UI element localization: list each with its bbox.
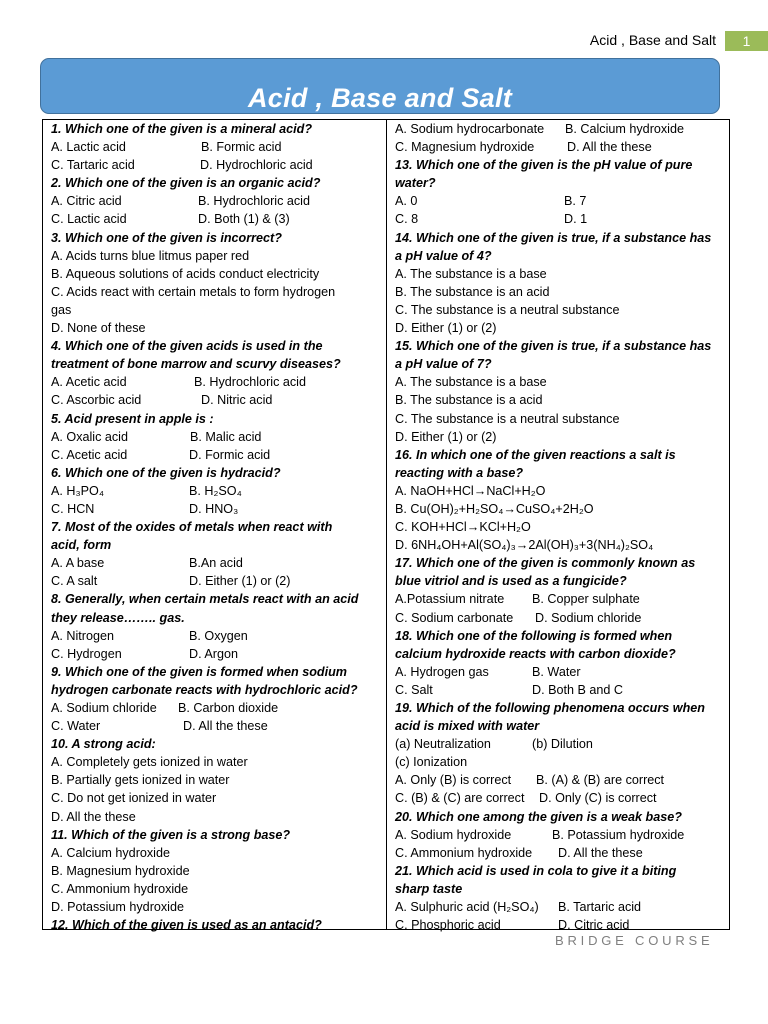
answer-option: A. Sodium hydroxide <box>395 827 512 842</box>
answer-option-row <box>51 210 381 228</box>
question-text: 16. In which one of the given reactions a salt is <box>395 447 676 462</box>
question-text: calcium hydroxide reacts with carbon dioxide? <box>395 646 676 661</box>
question-text: 11. Which of the given is a strong base? <box>51 827 291 842</box>
answer-option: A. Lactic acid <box>51 140 126 155</box>
question-text: 17. Which one of the given is commonly known as <box>395 556 696 571</box>
answer-option: C. Hydrogen <box>51 646 122 661</box>
question-text: 21. Which acid is used in cola to give it a biting <box>395 863 677 878</box>
answer-option: D. Sodium chloride <box>535 610 642 625</box>
answer-option: B. Carbon dioxide <box>178 701 279 715</box>
question-text: 13. Which one of the given is the pH value of pure <box>395 158 693 173</box>
answer-option: A.Potassium nitrate <box>395 592 505 607</box>
answer-option: A. Acetic acid <box>51 375 127 390</box>
question-text: 9. Which one of the given is formed when sodium <box>51 664 347 679</box>
answer-option: D. Nitric acid <box>201 393 273 408</box>
answer-option: A. Only (B) is correct <box>395 773 512 788</box>
page-title: Acid , Base and Salt <box>247 83 513 113</box>
answer-option: B. Partially gets ionized in water <box>51 773 230 788</box>
answer-option: C. Sodium carbonate <box>395 610 514 625</box>
answer-option: A. Sodium hydrocarbonate <box>395 122 545 136</box>
question-text: 14. Which one of the given is true, if a substance has <box>395 230 712 245</box>
answer-option-row <box>51 627 381 645</box>
answer-option: C. Acetic acid <box>51 447 128 462</box>
answer-option-row <box>51 554 381 572</box>
answer-option-row <box>395 826 725 844</box>
footer-text: BRIDGE COURSE <box>555 933 714 948</box>
answer-option: C. 8 <box>395 212 419 227</box>
question-text: 1. Which one of the given is a mineral acid? <box>51 122 313 136</box>
answer-option-row <box>51 572 381 590</box>
question-text: 6. Which one of the given is hydracid? <box>51 465 281 480</box>
answer-option: A. Completely gets ionized in water <box>51 755 248 770</box>
question-text: acid is mixed with water <box>395 719 540 734</box>
answer-option: B. H₂SO₄ <box>189 483 242 498</box>
answer-option: A. Calcium hydroxide <box>51 845 170 860</box>
answer-option: gas <box>51 302 72 317</box>
answer-option-row <box>395 120 725 138</box>
answer-option: (b) Dilution <box>532 737 593 752</box>
answer-option-row <box>51 373 381 391</box>
answer-option: D. Either (1) or (2) <box>189 574 291 589</box>
answer-option: B. Hydrochloric acid <box>194 375 306 390</box>
answer-option: B. Formic acid <box>201 140 282 155</box>
answer-option: B. Hydrochloric acid <box>198 194 310 209</box>
answer-option: C. A salt <box>51 574 98 589</box>
answer-option: A. NaOH+HCl→NaCl+H₂O <box>395 483 546 498</box>
answer-option: A. Hydrogen gas <box>395 664 489 679</box>
answer-option-row <box>395 192 725 210</box>
answer-option: B. Cu(OH)₂+H₂SO₄→CuSO₄+2H₂O <box>395 501 594 516</box>
answer-option-row <box>395 735 725 753</box>
answer-option: B. Water <box>532 664 581 679</box>
answer-option: B. Malic acid <box>190 429 262 444</box>
answer-option: B. (A) & (B) are correct <box>536 773 665 788</box>
answer-option-row <box>395 916 725 934</box>
answer-option: (a) Neutralization <box>395 737 491 752</box>
answer-option: C. Do not get ionized in water <box>51 791 217 806</box>
answer-option: C. Tartaric acid <box>51 158 135 173</box>
answer-option: D. All the these <box>567 140 652 155</box>
answer-option-row <box>395 681 725 699</box>
answer-option: C. Magnesium hydroxide <box>395 140 535 155</box>
answer-option-row <box>395 844 725 862</box>
question-text: hydrogen carbonate reacts with hydrochloric acid? <box>51 682 358 697</box>
question-text: 10. A strong acid: <box>51 737 156 752</box>
question-text: acid, form <box>51 538 112 553</box>
answer-option: D. Only (C) is correct <box>539 791 657 806</box>
answer-option: A. Nitrogen <box>51 628 114 643</box>
answer-option: D. None of these <box>51 321 146 336</box>
question-text: blue vitriol and is used as a fungicide? <box>395 574 627 589</box>
answer-option-row <box>395 590 725 608</box>
answer-option: A. Citric acid <box>51 194 122 209</box>
answer-option: (c) Ionization <box>395 755 468 770</box>
answer-option-row <box>395 663 725 681</box>
question-text: a pH value of 7? <box>395 357 492 372</box>
question-text: 3. Which one of the given is incorrect? <box>51 230 282 245</box>
answer-option: D. Either (1) or (2) <box>395 321 497 336</box>
answer-option: A. H₃PO₄ <box>51 483 104 498</box>
answer-option-row <box>51 699 381 717</box>
answer-option: C. Ascorbic acid <box>51 393 142 408</box>
answer-option-row <box>395 609 725 627</box>
answer-option: C. Ammonium hydroxide <box>395 845 533 860</box>
answer-option: C. The substance is a neutral substance <box>395 411 620 426</box>
answer-option: A. 0 <box>395 194 418 209</box>
answer-option: A. The substance is a base <box>395 375 547 390</box>
answer-option-row <box>51 482 381 500</box>
answer-option: D. HNO₃ <box>189 501 239 516</box>
answer-option-row <box>51 156 381 174</box>
question-text: 8. Generally, when certain metals react with an acid <box>51 592 359 607</box>
answer-option: B. Magnesium hydroxide <box>51 863 190 878</box>
answer-option-row <box>395 771 725 789</box>
answer-option-row <box>51 645 381 663</box>
question-text: a pH value of 4? <box>395 248 492 263</box>
answer-option: B. Aqueous solutions of acids conduct electricity <box>51 266 320 281</box>
question-text: 5. Acid present in apple is : <box>51 411 214 426</box>
answer-option: D. All the these <box>51 809 136 824</box>
answer-option-row <box>51 446 381 464</box>
page-number-badge: 1 <box>725 31 768 51</box>
answer-option: C. Phosphoric acid <box>395 918 501 933</box>
answer-option: C. Lactic acid <box>51 212 127 227</box>
header-title: Acid , Base and Salt <box>589 32 716 48</box>
question-text: 15. Which one of the given is true, if a substance has <box>395 339 712 354</box>
question-text: sharp taste <box>395 881 463 896</box>
answer-option: A. Acids turns blue litmus paper red <box>51 248 250 263</box>
question-text: 19. Which of the following phenomena occurs when <box>395 701 705 715</box>
answer-option-row <box>395 898 725 916</box>
answer-option: C. Salt <box>395 682 433 697</box>
answer-option: B. Tartaric acid <box>558 900 642 915</box>
answer-option: C. Ammonium hydroxide <box>51 881 189 896</box>
answer-option-row <box>51 138 381 156</box>
answer-option: B. 7 <box>564 194 587 209</box>
answer-option: D. Both (1) & (3) <box>198 212 290 227</box>
question-text: reacting with a base? <box>395 465 524 480</box>
answer-option: D. Both B and C <box>532 682 624 697</box>
answer-option: C. Water <box>51 719 101 734</box>
answer-option: D. 6NH₄OH+Al(SO₄)₃→2Al(OH)₃+3(NH₄)₂SO₄ <box>395 538 654 553</box>
answer-option: B. Oxygen <box>189 628 248 643</box>
answer-option: D. Argon <box>189 646 239 661</box>
question-text: 4. Which one of the given acids is used in the <box>51 339 323 354</box>
answer-option: C. HCN <box>51 501 95 516</box>
right-column <box>395 120 725 934</box>
answer-option: B. Copper sulphate <box>532 592 640 607</box>
answer-option: C. The substance is a neutral substance <box>395 302 620 317</box>
answer-option: A. Sodium chloride <box>51 701 157 715</box>
answer-option-row <box>395 210 725 228</box>
answer-option-row <box>395 138 725 156</box>
question-text: they release…….. gas. <box>51 610 185 625</box>
answer-option-row <box>51 192 381 210</box>
question-text: water? <box>395 176 436 191</box>
answer-option: D. Either (1) or (2) <box>395 429 497 444</box>
answer-option: B. The substance is a acid <box>395 393 543 408</box>
answer-option: C. (B) & (C) are correct <box>395 791 525 806</box>
answer-option: D. Formic acid <box>189 447 271 462</box>
answer-option-row <box>395 789 725 807</box>
answer-option: A. Sulphuric acid (H₂SO₄) <box>395 900 539 915</box>
answer-option: A. The substance is a base <box>395 266 547 281</box>
column-divider <box>386 119 387 930</box>
answer-option: C. Acids react with certain metals to form hydrogen <box>51 284 336 299</box>
title-banner <box>40 58 720 114</box>
answer-option: B. Potassium hydroxide <box>552 827 685 842</box>
question-text: treatment of bone marrow and scurvy diseases? <box>51 357 341 372</box>
answer-option-row <box>51 428 381 446</box>
answer-option: A. A base <box>51 556 105 571</box>
question-text: 18. Which one of the following is formed when <box>395 628 673 643</box>
question-text: 20. Which one among the given is a weak base? <box>395 809 682 824</box>
question-text: 12. Which of the given is used as an antacid? <box>51 918 322 933</box>
answer-option: B. Calcium hydroxide <box>565 122 684 136</box>
answer-option: D. All the these <box>183 719 268 734</box>
answer-option-row <box>51 717 381 735</box>
answer-option-row <box>51 500 381 518</box>
answer-option: D. Hydrochloric acid <box>200 158 313 173</box>
answer-option: B.An acid <box>189 556 243 571</box>
answer-option: C. KOH+HCl→KCl+H₂O <box>395 520 531 535</box>
question-text: 7. Most of the oxides of metals when react with <box>51 520 333 535</box>
left-column <box>51 120 381 934</box>
answer-option: D. Citric acid <box>558 918 630 933</box>
answer-option-row <box>51 391 381 409</box>
answer-option: B. The substance is an acid <box>395 284 550 299</box>
answer-option: D. Potassium hydroxide <box>51 900 184 915</box>
answer-option: D. All the these <box>558 845 643 860</box>
answer-option: A. Oxalic acid <box>51 429 128 444</box>
answer-option: D. 1 <box>564 212 588 227</box>
question-text: 2. Which one of the given is an organic acid? <box>51 176 321 191</box>
